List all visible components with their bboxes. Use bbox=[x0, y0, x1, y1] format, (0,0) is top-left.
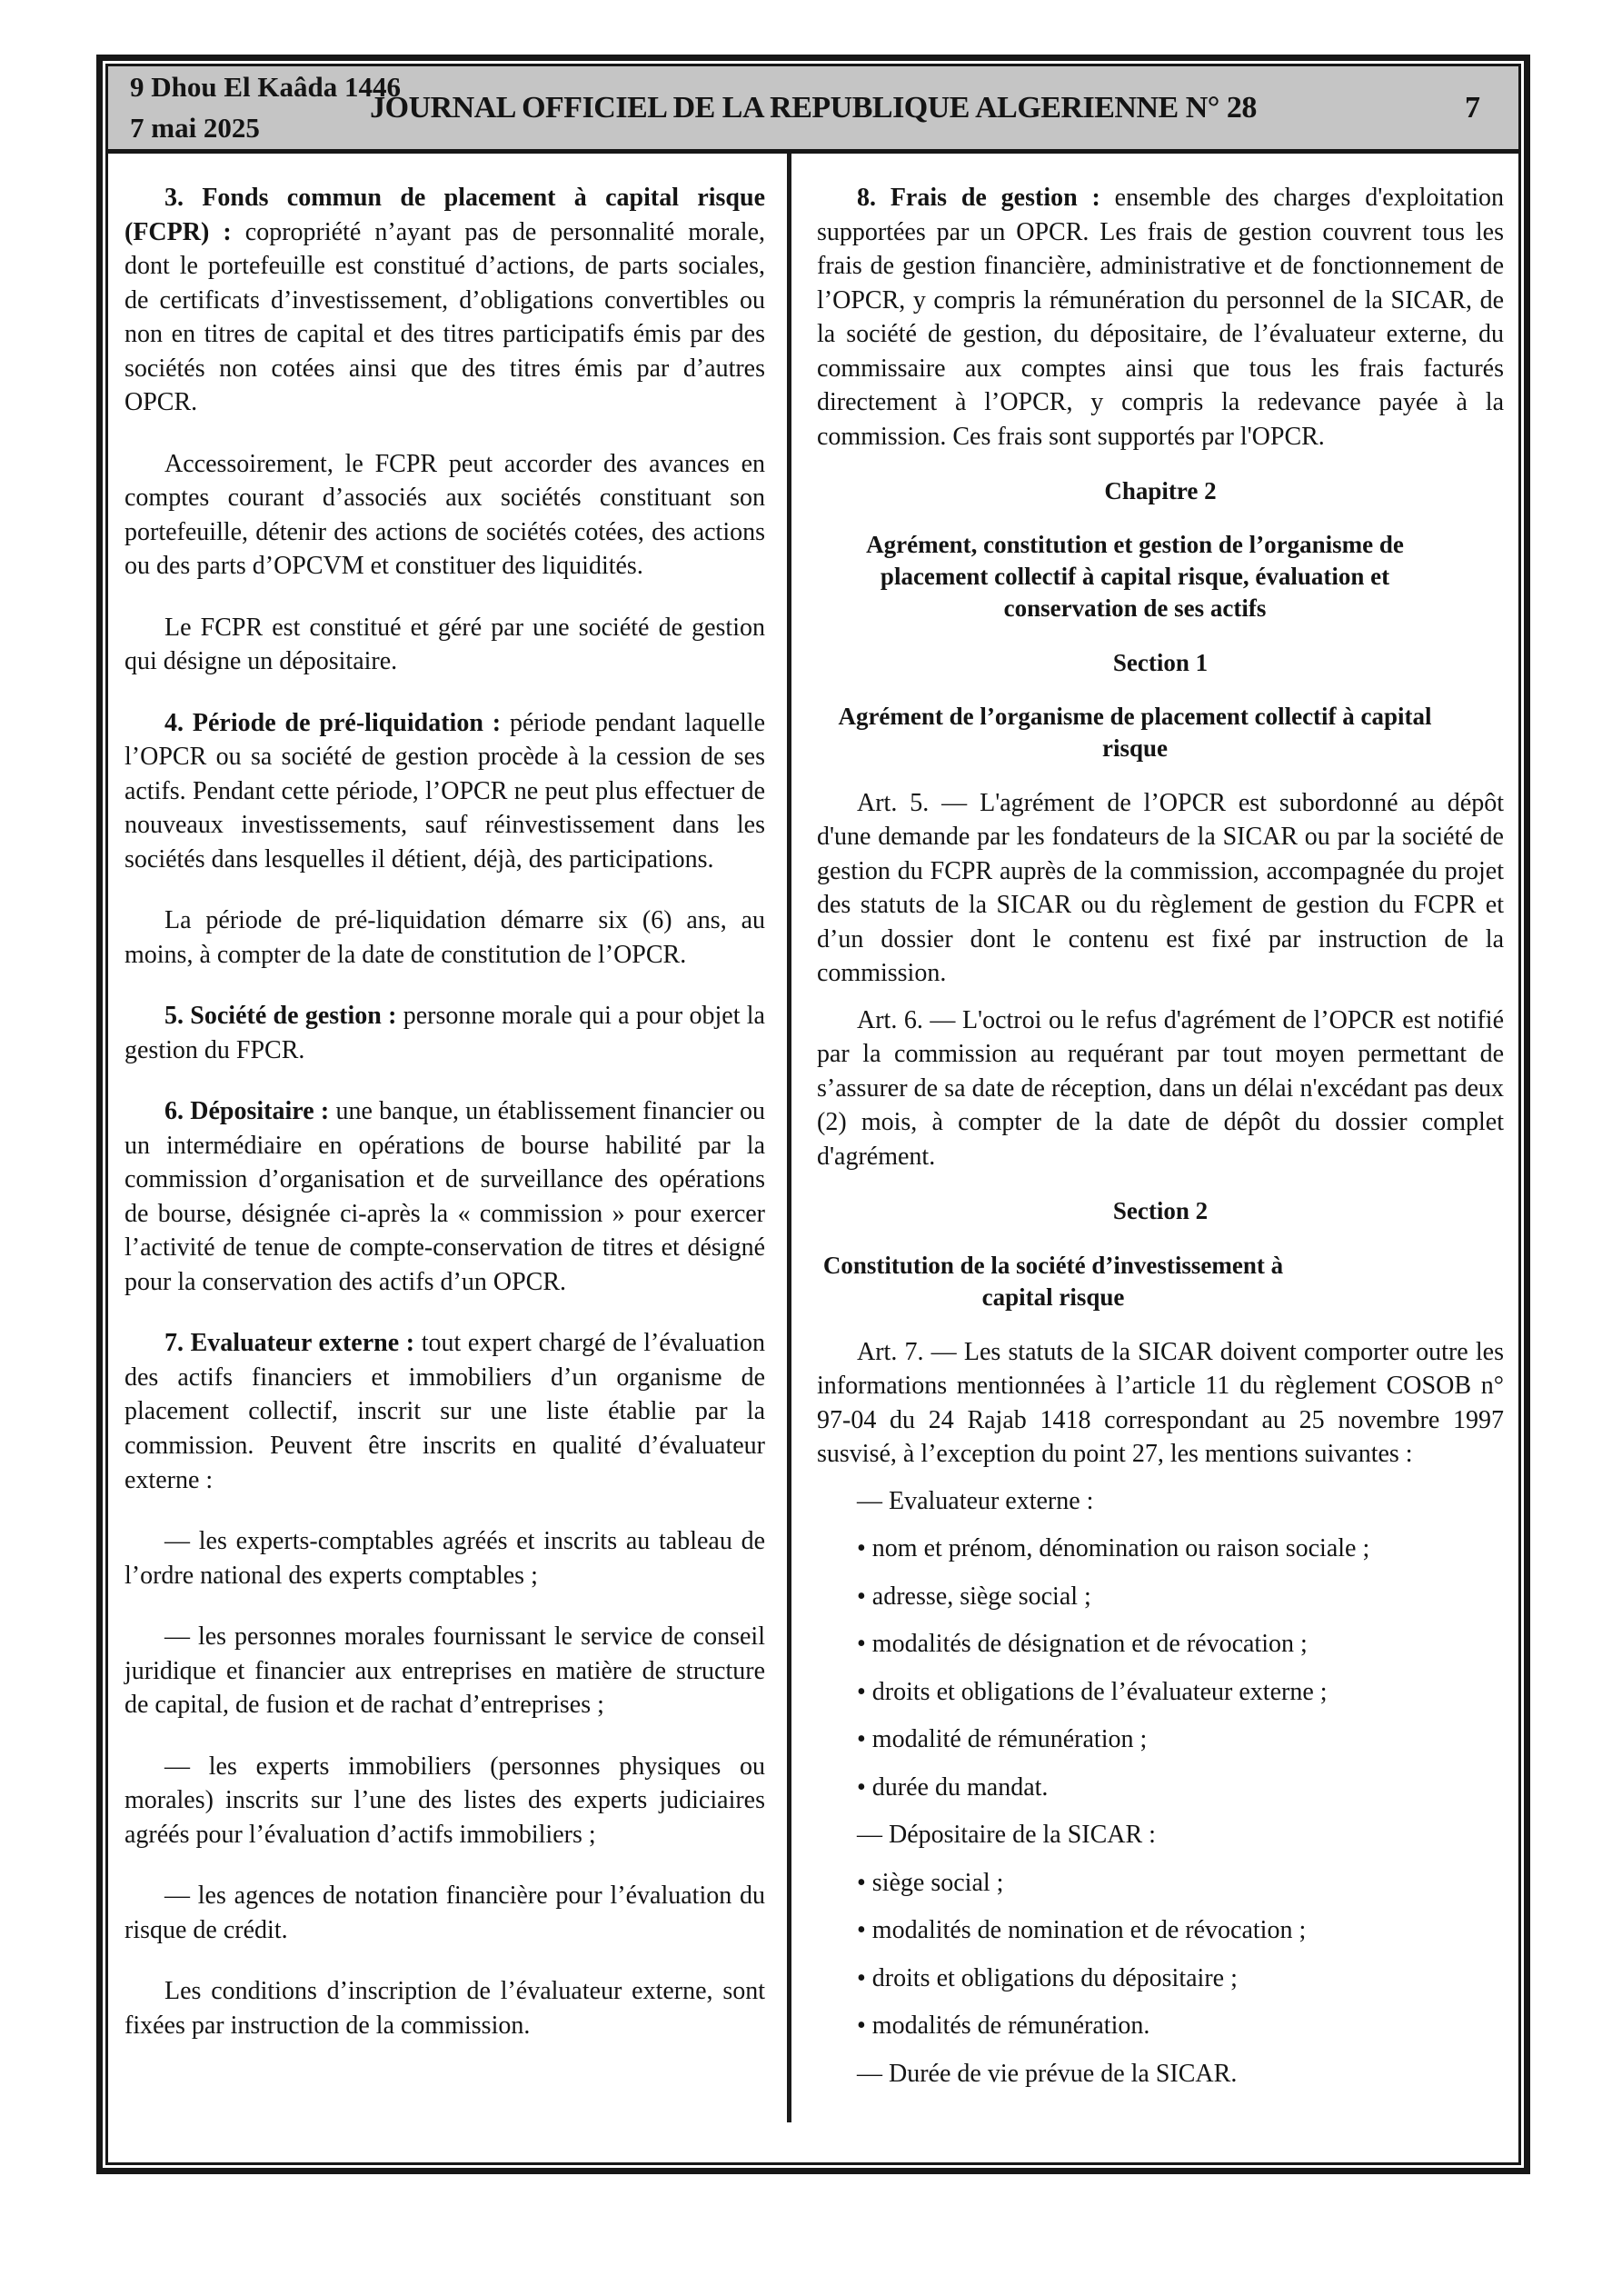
bullet-item bbox=[817, 1962, 1504, 1996]
dash-item bbox=[817, 1484, 1504, 1519]
bullet-item bbox=[817, 1866, 1504, 1901]
dash-item-text: — Durée de vie prévue de la SICAR. bbox=[857, 2059, 1238, 2088]
bullet-item-text: • droits et obligations du dépositaire ; bbox=[857, 1963, 1238, 1992]
paragraph-text: Le FCPR est constitué et géré par une société de gestion qui désigne un dépositaire. bbox=[124, 613, 765, 676]
dash-item-text: — les experts-comptables agréés et inscrits au tableau de l’ordre national des experts comptables ; bbox=[124, 1527, 765, 1590]
dash-item bbox=[817, 2057, 1504, 2091]
term-label: 5. Société de gestion : bbox=[164, 1002, 397, 1031]
dash-item bbox=[124, 1879, 765, 1947]
right-column bbox=[791, 154, 1518, 2162]
term-label: 4. Période de pré-liquidation : bbox=[164, 708, 502, 737]
bullet-item bbox=[817, 2009, 1504, 2043]
term-label: 6. Dépositaire : bbox=[164, 1097, 330, 1126]
dash-item-text: — les experts immobiliers (personnes physiques ou morales) inscrits sur l’une des listes des experts judiciaires agréés pour l’évaluation d’actifs immobiliers ; bbox=[124, 1752, 765, 1849]
bullet-item-text: • nom et prénom, dénomination ou raison sociale ; bbox=[857, 1534, 1370, 1563]
dash-item bbox=[817, 1818, 1504, 1852]
paragraph-text: Art. 5. — L'agrément de l’OPCR est subordonné au dépôt d'une demande par les fondateurs de la SICAR ou par la société de gestion du FCPR auprès de la commission, accompagnée du projet des statuts de la SICAR ou du règlement de gestion du FCPR et d’un dossier dont le contenu est fixé par instruction de la commission. bbox=[817, 788, 1504, 988]
bullet-item-text: • adresse, siège social ; bbox=[857, 1582, 1091, 1611]
header-dates bbox=[108, 67, 401, 147]
dash-item-text: — les personnes morales fournissant le service de conseil juridique et financier aux entreprises en matière de structure de capital, de fusion et de rachat d’entreprises ; bbox=[124, 1622, 765, 1720]
bullet-item bbox=[817, 1722, 1504, 1757]
article-paragraph bbox=[817, 786, 1504, 991]
paragraph bbox=[124, 903, 765, 972]
paragraph bbox=[817, 181, 1504, 454]
paragraph-text: Les conditions d’inscription de l’évaluateur externe, sont fixées par instruction de la commission. bbox=[124, 1977, 765, 2040]
paragraph-text: personne morale qui a pour objet la gestion du FPCR. bbox=[124, 1002, 765, 1064]
section-heading: Section 2 bbox=[1112, 1197, 1209, 1225]
bullet-item-text: • modalités de désignation et de révocation ; bbox=[857, 1630, 1308, 1659]
term-label: 7. Evaluateur externe : bbox=[164, 1329, 415, 1358]
article-paragraph bbox=[817, 1003, 1504, 1174]
dash-item bbox=[124, 1620, 765, 1722]
paragraph-text: Accessoirement, le FCPR peut accorder des avances en comptes courant d’associés aux sociétés constituant son portefeuille, détenir des actions de sociétés cotées, des actions ou des parts d’OPCVM et constituer des liquidités. bbox=[124, 449, 765, 581]
journal-title: JOURNAL OFFICIEL DE LA REPUBLIQUE ALGERIENNE N° 28 bbox=[370, 90, 1257, 125]
paragraph-text: Art. 6. — L'octroi ou le refus d'agrément de l’OPCR est notifié par la commission au requérant par tout moyen permettant de s’assurer de sa date de réception, dans un délai n'excédant pas deux (2) mois, à compter de la date de dépôt du dossier complet d'agrément. bbox=[817, 1005, 1504, 1171]
bullet-item bbox=[817, 1580, 1504, 1614]
section-subheading: Agrément de l’organisme de placement collectif à capital risque bbox=[838, 702, 1432, 762]
paragraph-text: ensemble des charges d'exploitation supportées par un OPCR. Les frais de gestion couvrent tous les frais de gestion financière, administrative et de fonctionnement de l’OPCR, y compris la rémunération du personnel de la SICAR, de la société de gestion, du dépositaire, de l’évaluateur externe, du commissaire aux comptes ainsi que tous les frais facturés directement à l’OPCR, y compris la redevance payée à la commission. Ces frais sont supportés par l'OPCR. bbox=[817, 184, 1505, 451]
paragraph bbox=[124, 1326, 765, 1497]
bullet-item bbox=[817, 1627, 1504, 1662]
left-column bbox=[108, 154, 787, 2162]
paragraph bbox=[124, 999, 765, 1067]
dash-item bbox=[124, 1750, 765, 1852]
bullet-item bbox=[817, 1532, 1504, 1566]
bullet-item bbox=[817, 1675, 1504, 1710]
page-number: 7 bbox=[1465, 90, 1480, 125]
bullet-item-text: • droits et obligations de l’évaluateur externe ; bbox=[857, 1677, 1328, 1706]
bullet-item-text: • modalités de nomination et de révocation ; bbox=[857, 1916, 1307, 1945]
paragraph-text: période pendant laquelle l’OPCR ou sa société de gestion procède à la cession de ses actifs. Pendant cette période, l’OPCR ne peut plus effectuer de nouveaux investissements, sauf réinvestissement dans les sociétés dans lesquelles il détient, déjà, des participations. bbox=[124, 708, 765, 873]
term-label: 8. Frais de gestion : bbox=[857, 184, 1100, 212]
dash-item bbox=[124, 1524, 765, 1592]
paragraph bbox=[124, 447, 765, 584]
paragraph-text: une banque, un établissement financier ou un intermédiaire en opérations de bourse habilité par la commission d’organisation et de surveillance des opérations de bourse, désignée ci-après la « commission » pour exercer l’activité de tenue de compte-conservation de titres et désigné pour la conservation des actifs d’un OPCR. bbox=[124, 1097, 765, 1296]
paragraph bbox=[124, 706, 765, 877]
dash-item-text: — Evaluateur externe : bbox=[857, 1486, 1094, 1515]
bullet-item-text: • modalité de rémunération ; bbox=[857, 1725, 1148, 1754]
paragraph-text: tout expert chargé de l’évaluation des actifs financiers et immobiliers d’un organisme de placement collectif, inscrit sur une liste établie par la commission. Peuvent être inscrits en qualité d’évaluateur externe : bbox=[124, 1329, 765, 1494]
section-subheading: Constitution de la société d’investissement à capital risque bbox=[822, 1251, 1284, 1311]
paragraph-text: copropriété n’ayant pas de personnalité morale, dont le portefeuille est constitué d’actions, de parts sociales, de certificats d’investissement, d’obligations convertibles ou non en titres de capital et des titres participatifs émis par des sociétés non cotées ainsi que des titres émis par d’autres OPCR. bbox=[124, 217, 766, 417]
paragraph bbox=[124, 1094, 765, 1299]
dash-item-text: — les agences de notation financière pour l’évaluation du risque de crédit. bbox=[124, 1882, 765, 1944]
page-frame-inner bbox=[105, 64, 1521, 2165]
paragraph-text: La période de pré-liquidation démarre six (6) ans, au moins, à compter de la date de constitution de l’OPCR. bbox=[124, 906, 765, 969]
term-label: 3. Fonds commun de placement à capital risque (FCPR) : bbox=[124, 184, 765, 246]
chapter-subheading: Agrément, constitution et gestion de l’organisme de placement collectif à capital risque, évaluation et conservation de ses actifs bbox=[866, 531, 1404, 623]
paragraph bbox=[124, 181, 765, 420]
article-paragraph bbox=[817, 1335, 1504, 1472]
paragraph bbox=[124, 611, 765, 679]
paragraph bbox=[124, 1974, 765, 2042]
dash-item-text: — Dépositaire de la SICAR : bbox=[857, 1821, 1156, 1850]
gregorian-date: 7 mai 2025 bbox=[130, 111, 260, 144]
bullet-item bbox=[817, 1913, 1504, 1948]
chapter-heading: Chapitre 2 bbox=[1104, 477, 1217, 505]
bullet-item bbox=[817, 1771, 1504, 1805]
section-heading: Section 1 bbox=[1112, 648, 1209, 676]
bullet-item-text: • modalités de rémunération. bbox=[857, 2011, 1150, 2041]
paragraph-text: Art. 7. — Les statuts de la SICAR doivent comporter outre les informations mentionnées à l’article 11 du règlement COSOB n° 97-04 du 24 Rajab 1418 correspondant au 25 novembre 1997 susvisé, à l’exception du point 27, les mentions suivantes : bbox=[817, 1337, 1504, 1469]
bullet-item-text: • siège social ; bbox=[857, 1868, 1004, 1897]
page-content bbox=[108, 154, 1518, 2162]
page-frame bbox=[96, 55, 1530, 2174]
bullet-item-text: • durée du mandat. bbox=[857, 1772, 1049, 1802]
page-header bbox=[108, 66, 1518, 154]
column-divider bbox=[787, 154, 791, 2122]
hijri-date: 9 Dhou El Kaâda 1446 bbox=[130, 71, 402, 104]
